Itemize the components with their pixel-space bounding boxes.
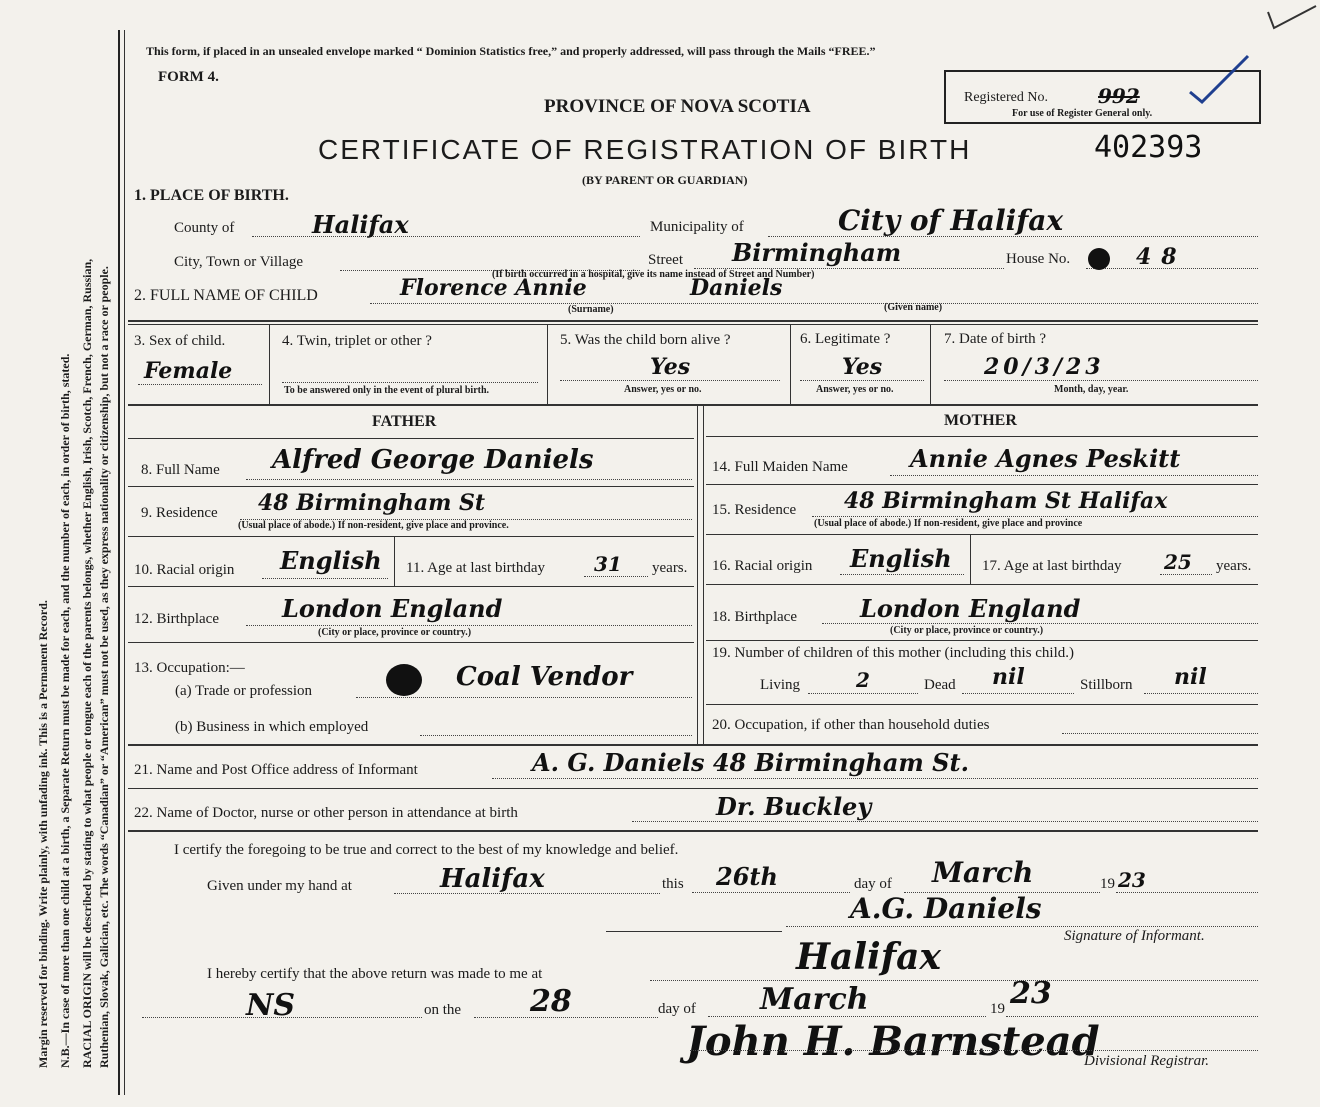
province-heading: PROVINCE OF NOVA SCOTIA: [544, 96, 811, 117]
sex-line: [138, 384, 262, 385]
mother-age-value: 25: [1164, 550, 1192, 574]
street-label: Street: [648, 252, 683, 268]
living-line: [808, 693, 918, 694]
mother-residence-label: 15. Residence: [712, 502, 797, 518]
mother-name-value: Annie Agnes Peskitt: [910, 444, 1181, 473]
registrar-line-prefix: NS: [246, 988, 296, 1023]
hospital-note: (If birth occurred in a hospital, give its name instead of Street and Number): [492, 269, 815, 280]
dead-value: nil: [992, 664, 1025, 690]
this-value: 26th: [716, 862, 778, 891]
father-birthplace-value: London England: [282, 594, 503, 623]
father-name-label: 8. Full Name: [141, 462, 220, 478]
legit-value: Yes: [842, 354, 883, 380]
divider-alive: [790, 324, 791, 404]
divider-legit: [930, 324, 931, 404]
sex-value: Female: [144, 358, 233, 384]
twin-line: [282, 382, 538, 383]
signature-label: Signature of Informant.: [1064, 928, 1205, 944]
legit-note: Answer, yes or no.: [816, 384, 894, 395]
divider-parents: [697, 404, 698, 744]
given-place-value: Halifax: [440, 864, 545, 894]
municipality-value: City of Halifax: [838, 204, 1064, 237]
business-label: (b) Business in which employed: [175, 719, 369, 735]
trade-value: Coal Vendor: [456, 662, 633, 692]
business-line: [420, 735, 692, 736]
doctor-line: [632, 821, 1258, 822]
check-mark-icon: [1186, 50, 1266, 110]
child-surname: Daniels: [690, 275, 783, 301]
rule-mother-1: [706, 484, 1258, 485]
rule-father-2: [128, 536, 694, 537]
mother-occupation-label: 20. Occupation, if other than household duties: [712, 717, 990, 733]
rule-mother-4: [706, 640, 1258, 641]
father-name-value: Alfred George Daniels: [272, 445, 594, 475]
certificate-number: 402393: [1094, 130, 1203, 165]
municipality-label: Municipality of: [650, 219, 744, 235]
sex-label: 3. Sex of child.: [134, 333, 226, 349]
mother-race-value: English: [850, 544, 952, 573]
mail-notice: This form, if placed in an unsealed envelope marked “ Dominion Statistics free,” and properly addressed, will pass through the Mails “FREE.”: [146, 44, 876, 58]
father-race-line: [262, 578, 388, 579]
informant-signature: A.G. Daniels: [850, 892, 1042, 925]
given-label: Given under my hand at: [207, 878, 352, 894]
divider-mother-race: [970, 534, 971, 584]
given-name-caption: (Given name): [884, 302, 943, 313]
informant-label: 21. Name and Post Office address of Informant: [134, 762, 418, 778]
dead-line: [962, 693, 1074, 694]
stillborn-label: Stillborn: [1080, 677, 1133, 693]
father-race-label: 10. Racial origin: [134, 562, 235, 578]
father-birthplace-label: 12. Birthplace: [134, 611, 219, 627]
dob-note: Month, day, year.: [1054, 384, 1129, 395]
mother-birthplace-value: London England: [860, 594, 1081, 623]
father-age-label: 11. Age at last birthday: [406, 560, 545, 576]
house-label: House No.: [1006, 251, 1071, 267]
onthe-label: on the: [424, 1002, 462, 1018]
rule-father-3: [128, 586, 694, 587]
registered-note: For use of Register General only.: [1012, 108, 1153, 119]
mother-name-label: 14. Full Maiden Name: [712, 459, 848, 475]
rule-informant-bottom: [128, 788, 1258, 789]
year-prefix: 19: [1100, 876, 1115, 892]
county-line: [252, 236, 640, 237]
father-residence-label: 9. Residence: [141, 505, 218, 521]
rule-mother-head: [706, 436, 1258, 437]
father-birthplace-note: (City or place, province or country.): [318, 627, 472, 638]
alive-note: Answer, yes or no.: [624, 384, 702, 395]
street-value: Birmingham: [732, 238, 902, 267]
margin-note-racial-origin-cont: Ruthenian, Slovak, Galician, etc. The words “Canadian” or “American” must not be used, as they express nationality or citizenship, but not a race or people.: [97, 266, 111, 1068]
rule-father-1: [128, 486, 694, 487]
year-line: [1116, 892, 1258, 893]
mother-occupation-line: [1062, 733, 1258, 734]
this-line: [692, 892, 850, 893]
divider-parents-2: [703, 404, 704, 744]
doctor-value: Dr. Buckley: [716, 792, 872, 821]
stillborn-line: [1144, 693, 1258, 694]
registrar-day-value: 28: [530, 984, 572, 1019]
margin-note-multiple-birth: N.B.—In case of more than one child at a birth, a Separate Return must be made for each, and the number of each, in order of birth, stated.: [58, 353, 72, 1068]
occupation-label: 13. Occupation:—: [134, 660, 245, 676]
signature-line: [786, 926, 1258, 927]
registrar-signature: John H. Barnstead: [686, 1018, 1100, 1065]
county-value: Halifax: [312, 210, 409, 239]
registrar-place-line: [650, 980, 1258, 981]
surname-caption: (Surname): [568, 304, 614, 315]
informant-value: A. G. Daniels 48 Birmingham St.: [532, 748, 969, 777]
alive-label: 5. Was the child born alive ?: [560, 332, 731, 348]
page-subtitle: (BY PARENT OR GUARDIAN): [582, 173, 748, 187]
registrar-year-line: [1006, 1016, 1258, 1017]
divider-twin: [547, 324, 548, 404]
rule-row3-top: [128, 320, 1258, 322]
margin-note-racial-origin: RACIAL ORIGIN will be described by stating to what people or tongue each of the parents belongs, whether English, Irish, Scotch, French, German, Russian,: [80, 258, 94, 1068]
children-count-label: 19. Number of children of this mother (including this child.): [712, 645, 1075, 661]
rule-parents-top: [128, 404, 1258, 406]
rule-informant-top: [128, 744, 1258, 746]
rule-mother-2: [706, 534, 1258, 535]
dob-value: 20/3/23: [984, 354, 1105, 380]
informant-line: [492, 778, 1258, 779]
month-value: March: [932, 856, 1034, 889]
father-race-value: English: [280, 546, 382, 575]
father-name-line: [246, 479, 692, 480]
mother-race-line: [840, 574, 964, 575]
mother-residence-note: (Usual place of abode.) If non-resident, give place and province: [814, 518, 1083, 529]
registered-label: Registered No.: [964, 90, 1048, 105]
father-heading: FATHER: [372, 413, 437, 430]
father-residence-note: (Usual place of abode.) If non-resident, give place and province.: [238, 520, 509, 531]
registrar-year-value: 23: [1010, 976, 1052, 1011]
child-name-label: 2. FULL NAME OF CHILD: [134, 287, 318, 304]
rule-mother-3: [706, 584, 1258, 585]
dayof-label: day of: [854, 876, 892, 892]
rule-father-4: [128, 642, 694, 643]
legit-label: 6. Legitimate ?: [800, 331, 891, 347]
twin-label: 4. Twin, triplet or other ?: [282, 333, 432, 349]
child-given-name: Florence Annie: [400, 275, 587, 301]
registrar-signature-label: Divisional Registrar.: [1084, 1053, 1210, 1069]
rule-row3-top2: [128, 324, 1258, 325]
mother-birthplace-line: [822, 623, 1258, 624]
rule-doctor-bottom: [128, 830, 1258, 832]
mother-age-label: 17. Age at last birthday: [982, 558, 1122, 574]
legit-line: [800, 380, 924, 381]
mother-heading: MOTHER: [944, 412, 1017, 429]
dob-label: 7. Date of birth ?: [944, 331, 1047, 347]
alive-value: Yes: [650, 354, 691, 380]
mother-race-label: 16. Racial origin: [712, 558, 813, 574]
living-value: 2: [856, 668, 870, 692]
mother-birthplace-note: (City or place, province or country.): [890, 625, 1044, 636]
house-value: 48: [1136, 244, 1187, 270]
certify-statement: I certify the foregoing to be true and correct to the best of my knowledge and belief.: [174, 842, 679, 858]
mother-age-line: [1160, 574, 1212, 575]
form-label: FORM 4.: [158, 69, 219, 85]
divider-sex: [269, 324, 270, 404]
father-age-value: 31: [594, 552, 622, 576]
margin-note-binding: Margin reserved for binding. Write plainly, with unfading ink. This is a Permanent Record.: [36, 600, 50, 1068]
dead-label: Dead: [924, 677, 956, 693]
binding-rule-inner: [124, 30, 125, 1095]
this-label: this: [662, 876, 684, 892]
page-title: CERTIFICATE OF REGISTRATION OF BIRTH: [318, 134, 972, 165]
place-of-birth-label: 1. PLACE OF BIRTH.: [134, 187, 289, 204]
county-label: County of: [174, 220, 235, 236]
father-birthplace-line: [246, 625, 692, 626]
binding-rule: [118, 30, 120, 1095]
ink-blot: [1088, 248, 1110, 270]
rule-father-head: [128, 438, 694, 439]
father-age-unit: years.: [652, 560, 688, 576]
registrar-statement: I hereby certify that the above return was made to me at: [207, 966, 543, 982]
trade-line: [356, 697, 692, 698]
dob-line: [944, 380, 1258, 381]
registrar-signature-line: [690, 1050, 1258, 1051]
registrar-year-prefix: 19: [990, 1001, 1005, 1017]
mother-age-unit: years.: [1216, 558, 1252, 574]
mother-name-line: [890, 475, 1258, 476]
twin-note: To be answered only in the event of plural birth.: [284, 385, 490, 396]
father-residence-value: 48 Birmingham St: [258, 490, 486, 516]
city-label: City, Town or Village: [174, 254, 304, 270]
rule-mother-5: [706, 704, 1258, 705]
doctor-label: 22. Name of Doctor, nurse or other person in attendance at birth: [134, 805, 518, 821]
registered-value: 992: [1098, 84, 1140, 108]
registrar-place-value: Halifax: [796, 936, 941, 978]
year-value: 23: [1118, 868, 1146, 892]
living-label: Living: [760, 677, 800, 693]
alive-line: [560, 380, 780, 381]
registrar-month-value: March: [760, 982, 869, 1017]
mother-birthplace-label: 18. Birthplace: [712, 609, 797, 625]
registrar-dayof-label: day of: [658, 1001, 696, 1017]
trade-label: (a) Trade or profession: [175, 683, 313, 699]
short-rule: [606, 931, 782, 932]
divider-father-race: [394, 536, 395, 586]
father-age-line: [584, 576, 648, 577]
stillborn-value: nil: [1174, 664, 1207, 690]
corner-check-icon: [1264, 4, 1320, 34]
child-name-line: [370, 303, 1258, 304]
mother-residence-value: 48 Birmingham St Halifax: [844, 488, 1168, 514]
ink-blot-2: [386, 664, 422, 696]
mother-residence-line: [812, 516, 1258, 517]
